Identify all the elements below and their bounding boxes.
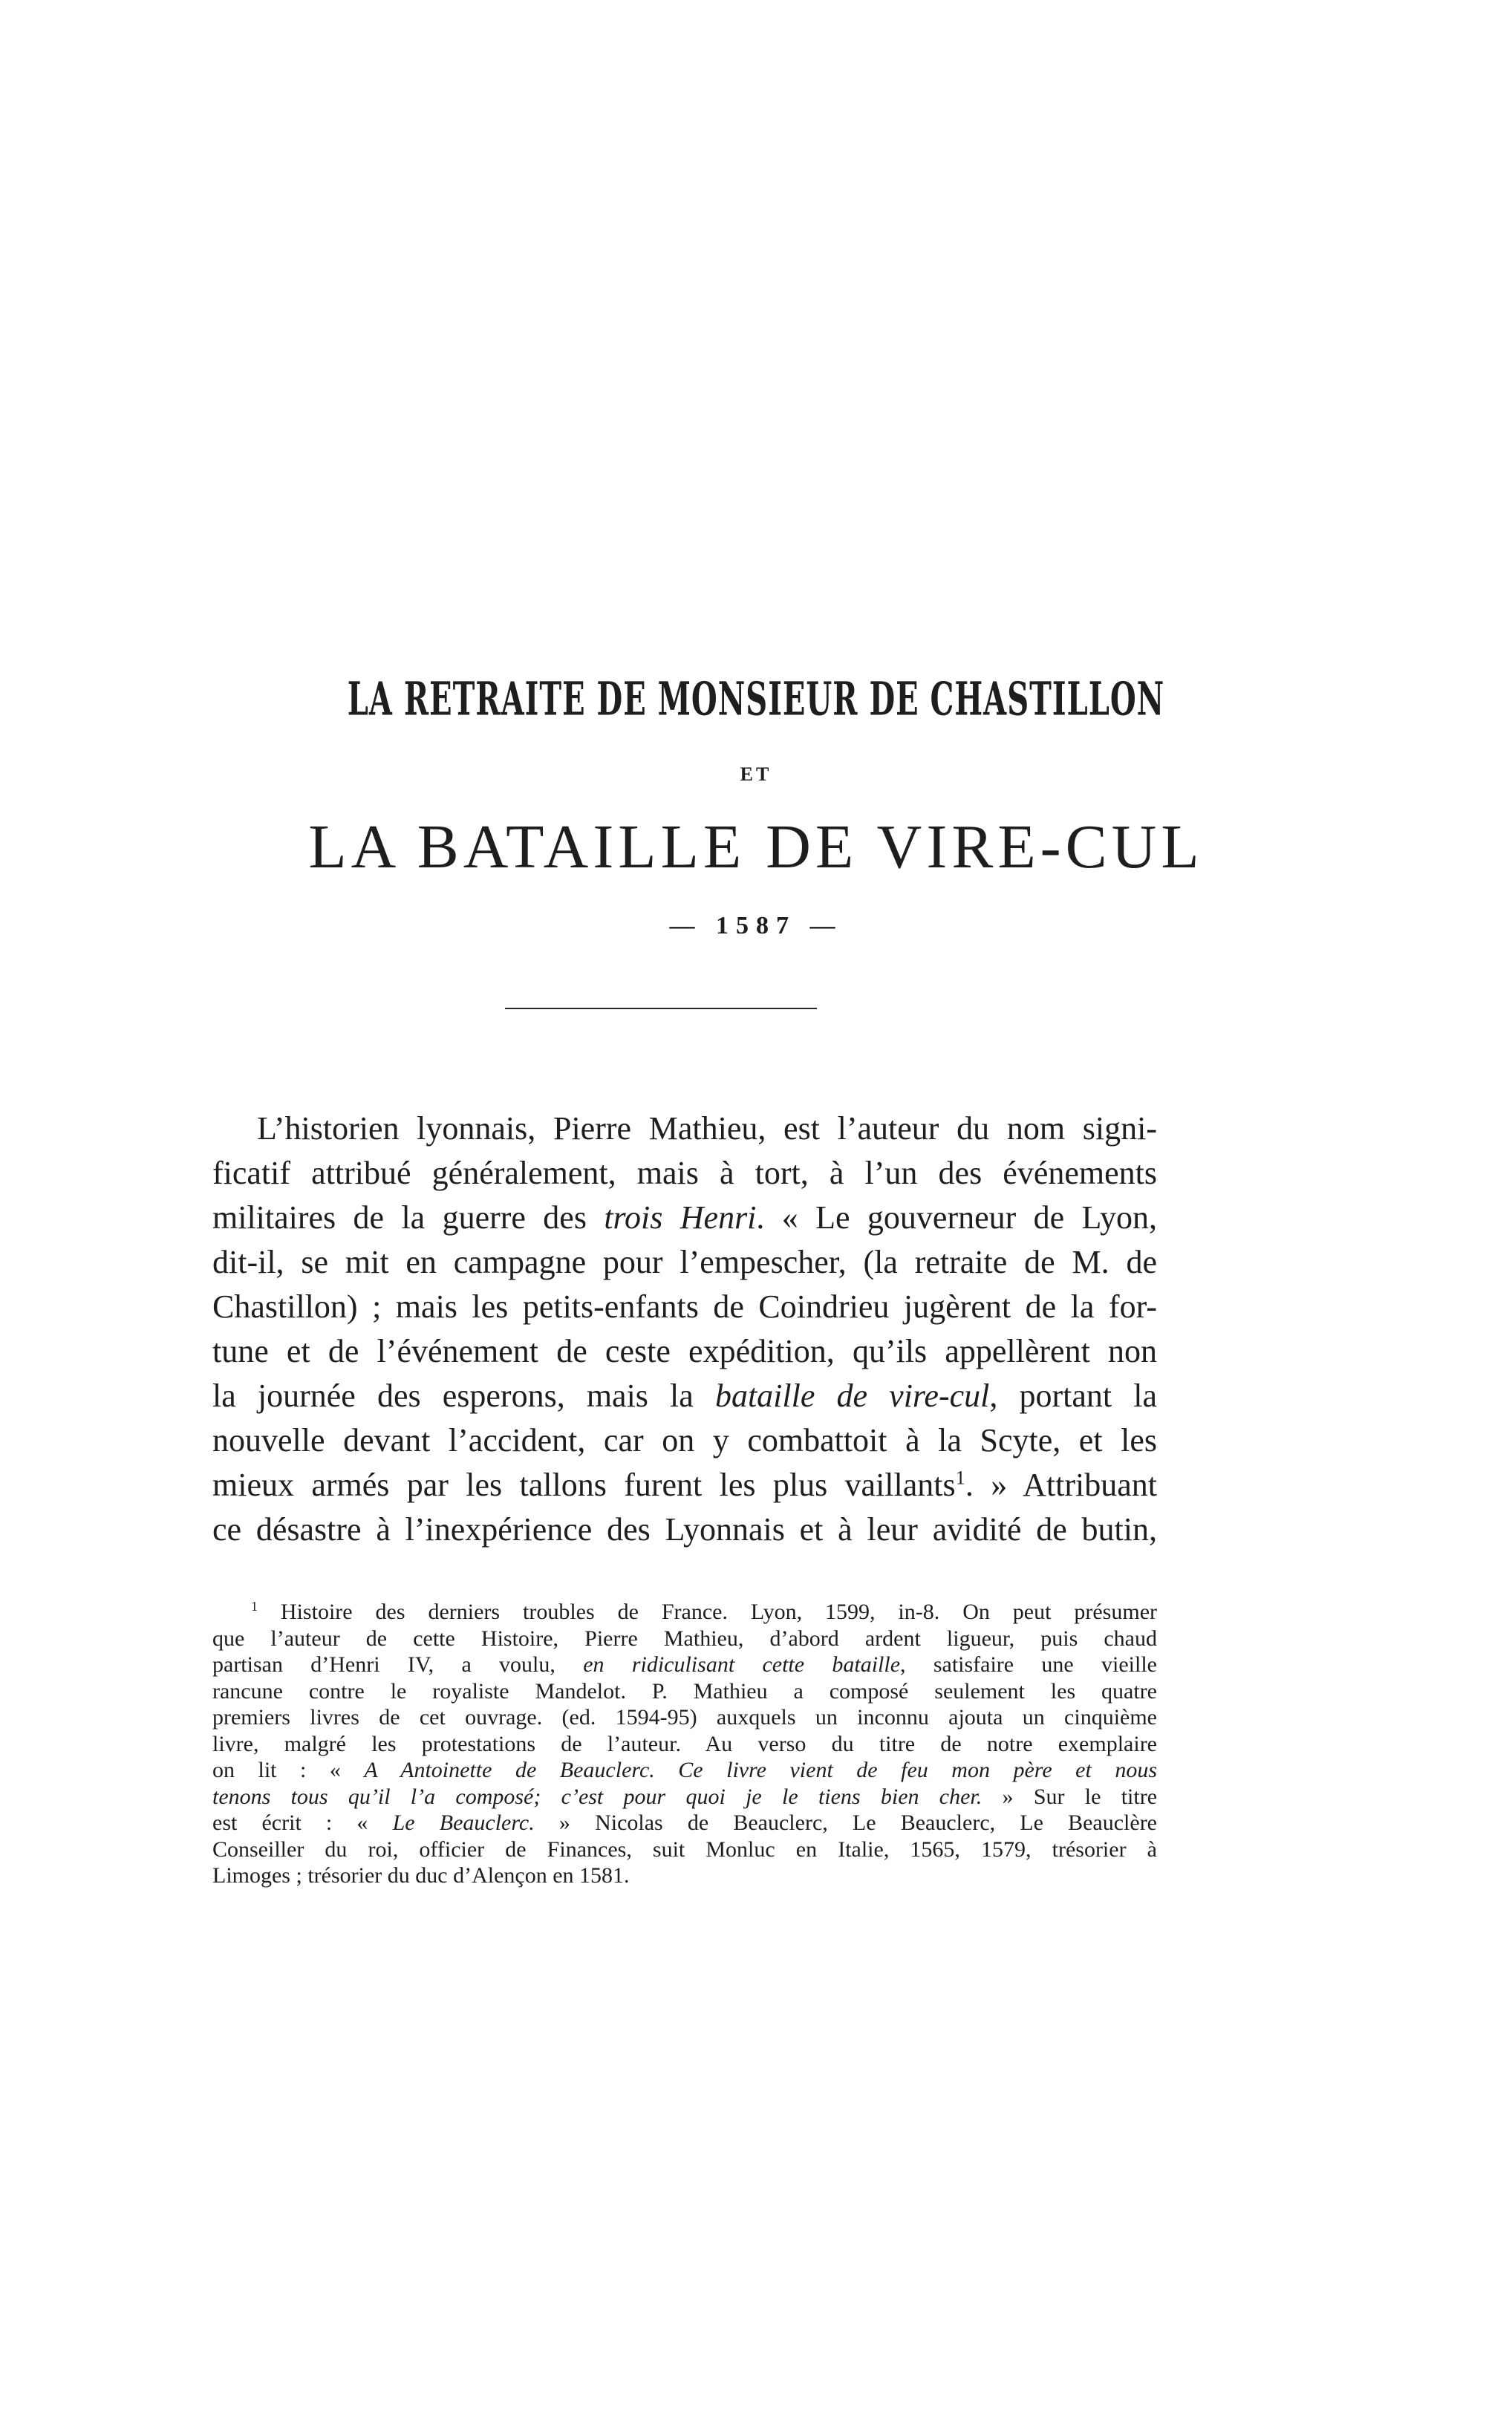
body-line: dit-il, se mit en campagne pour l’empescher, (la retraite de M. de — [212, 1244, 1157, 1280]
footnote — [212, 1599, 1157, 1889]
italic-text: bataille de vire-cul — [714, 1378, 990, 1414]
text-run: Histoire des derniers troubles de France. Lyon, 1599, in-8. On peut présumer — [258, 1600, 1157, 1624]
footnote-line: premiers livres de cet ouvrage. (ed. 1594-95) auxquels un inconnu ajouta un cinquième — [212, 1705, 1157, 1730]
body-line: Chastillon) ; mais les petits-enfants de Coindrieu jugèrent de la for- — [212, 1288, 1157, 1325]
footnote-line: que l’auteur de cette Histoire, Pierre Mathieu, d’abord ardent ligueur, puis chaud — [212, 1626, 1157, 1651]
italic-text: tenons tous qu’il l’a composé; c’est pour quoi je le tiens bien cher. — [212, 1784, 983, 1809]
text-run: , portant la — [989, 1378, 1158, 1414]
footnote-line: Conseiller du roi, officier de Finances, suit Monluc en Italie, 1565, 1579, trésorier à — [212, 1836, 1157, 1862]
body-line — [212, 1196, 1157, 1240]
text-run: » Nicolas de Beauclerc, Le Beauclerc, Le Beauclère — [534, 1810, 1158, 1835]
body-line — [212, 1463, 1157, 1508]
footnote-line: Limoges ; trésorier du duc d’Alençon en 1581. — [212, 1863, 630, 1888]
italic-text: A Antoinette de Beauclerc. Ce livre vient de feu mon père et nous — [364, 1758, 1157, 1782]
text-run: . « Le gouverneur de Lyon, — [756, 1199, 1158, 1236]
footnote-line — [212, 1757, 1157, 1784]
body-line: L’historien lyonnais, Pierre Mathieu, est l’auteur du nom signi- — [257, 1110, 1157, 1147]
footnote-marker: 1 — [251, 1599, 258, 1614]
footnote-reference: 1 — [955, 1466, 965, 1489]
text-run: la journée des esperons, mais la — [212, 1378, 715, 1414]
body-line — [212, 1374, 1157, 1418]
footnote-line — [212, 1652, 1157, 1678]
footnote-line — [212, 1599, 1157, 1626]
text-run: partisan d’Henri IV, a voulu, — [212, 1652, 584, 1677]
body-paragraph — [212, 1106, 1157, 1552]
body-line: ficatif attribué généralement, mais à tort, à l’un des événements — [212, 1155, 1157, 1191]
text-run: , satisfaire une vieille — [900, 1652, 1157, 1677]
footnote-line — [212, 1784, 1157, 1810]
title-conjunction: ET — [740, 763, 772, 785]
footnote-line — [212, 1810, 1157, 1836]
title-divider — [505, 1008, 817, 1009]
footnote-line: rancune contre le royaliste Mandelot. P. Mathieu a composé seulement les quatre — [212, 1678, 1157, 1704]
text-run: mieux armés par les tallons furent les plus vaillants — [212, 1467, 956, 1503]
chapter-title: LA BATAILLE DE VIRE-CUL — [308, 812, 1204, 881]
chapter-supertitle: LA RETRAITE DE MONSIEUR DE CHASTILLON — [347, 672, 1165, 726]
text-run: » Sur le titre — [982, 1784, 1158, 1809]
footnote-line: livre, malgré les protestations de l’auteur. Au verso du titre de notre exemplaire — [212, 1731, 1157, 1756]
text-run: est écrit : « — [212, 1810, 393, 1835]
italic-text: trois Henri — [604, 1199, 757, 1236]
body-line: nouvelle devant l’accident, car on y combattoit à la Scyte, et les — [212, 1422, 1157, 1458]
chapter-year: — 1587 — — [669, 912, 843, 939]
italic-text: Le Beauclerc. — [392, 1810, 535, 1835]
body-line: ce désastre à l’inexpérience des Lyonnais et à leur avidité de butin, — [212, 1511, 1157, 1548]
text-run: militaires de la guerre des — [212, 1199, 605, 1236]
body-line: tune et de l’événement de ceste expédition, qu’ils appellèrent non — [212, 1333, 1157, 1369]
text-run: . » Attribuant — [965, 1467, 1157, 1503]
text-run: on lit : « — [212, 1758, 365, 1782]
italic-text: en ridiculisant cette bataille — [583, 1652, 901, 1677]
